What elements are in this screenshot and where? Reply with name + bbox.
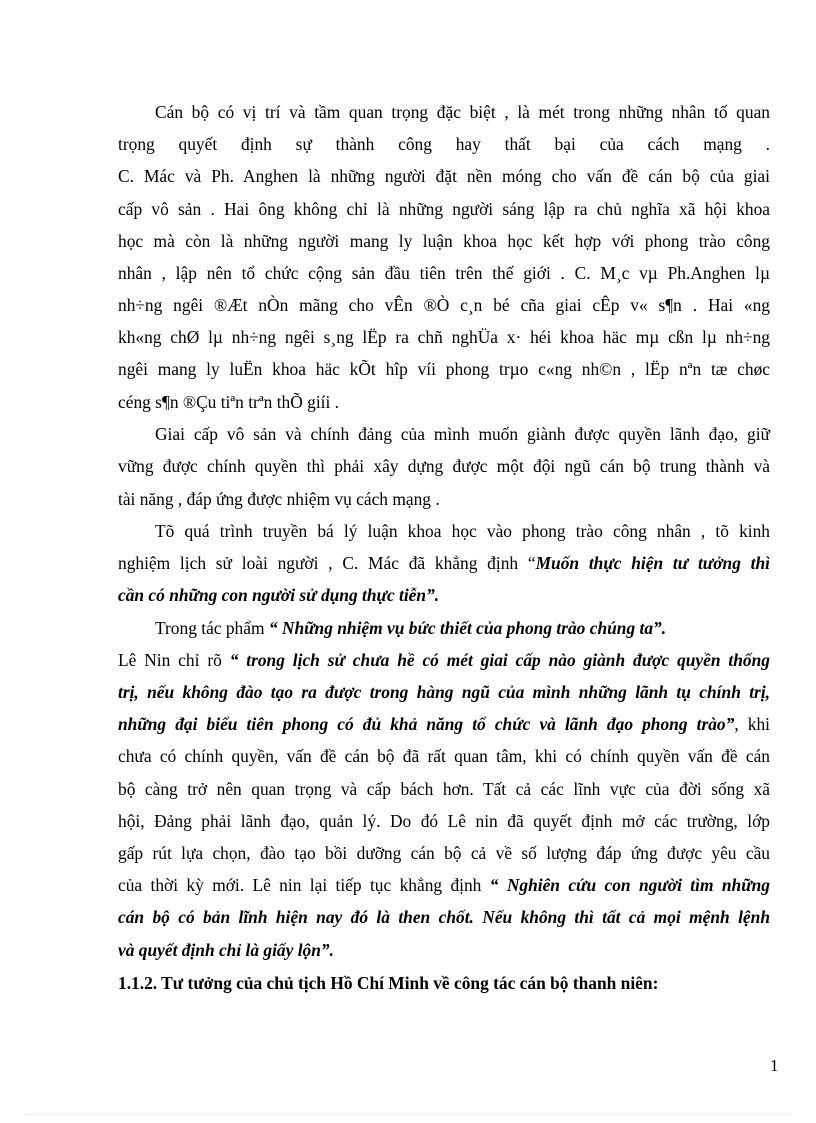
body-line — [118, 810, 770, 832]
body-text: trọng quyết định sự thành công hay thất bại của cách mạng . — [118, 134, 770, 154]
body-line — [118, 294, 770, 316]
body-line — [118, 198, 770, 220]
body-text: gấp rút lựa chọn, đào tạo bồi dưỡng cán bộ cả về số lượng đáp ứng được yêu cầu — [118, 843, 770, 863]
body-text: tài năng , đáp ứng được nhiệm vụ cách mạng . — [118, 489, 440, 509]
body-line — [118, 681, 770, 703]
emphasis-text: “ trong lịch sử chưa hề có mét giai cấp nào giành được quyền thống — [229, 650, 770, 670]
body-text: C. Mác và Ph. Anghen là những người đặt nền móng cho vấn đề cán bộ của giai — [118, 166, 770, 186]
body-text: nh÷ng ngêi ®Æt nÒn mãng cho vÊn ®Ò c¸n bé cña giai cÊp v« s¶n . Hai «ng — [118, 295, 770, 315]
body-text: nhân , lập nên tổ chức cộng sản đầu tiên trên thế giới . C. M¸c vµ Ph.Anghen lµ — [118, 263, 770, 283]
body-text: , khi — [734, 714, 770, 734]
body-text: kh«ng chØ lµ nh÷ng ngêi s¸ng lËp ra chñ nghÜa x· héi khoa häc mµ cßn lµ nh÷ng — [118, 327, 770, 347]
body-line — [118, 488, 770, 510]
body-text: hội, Đảng phải lãnh đạo, quản lý. Do đó Lê nin đã quyết định mở các trường, lớp — [118, 811, 770, 831]
emphasis-text: cần có những con người sử dụng thực tiễn”. — [118, 585, 440, 605]
body-text: nghiệm lịch sử loài người , C. Mác đã khẳng định “ — [118, 553, 536, 573]
body-text: Giai cấp vô sản và chính đảng của mình muốn giành được quyền lãnh đạo, giữ — [155, 424, 770, 444]
body-text: Cán bộ có vị trí và tầm quan trọng đặc biệt , là mét trong những nhân tố quan — [155, 102, 770, 122]
body-line — [118, 649, 770, 671]
body-line — [155, 423, 770, 445]
section-heading: 1.1.2. Tư tưởng của chủ tịch Hồ Chí Minh về công tác cán bộ thanh niên: — [118, 973, 659, 993]
emphasis-text: cán bộ có bản lĩnh hiện nay đó là then chốt. Nếu không thì tất cả mọi mệnh lệnh — [118, 907, 770, 927]
body-line — [118, 133, 770, 155]
body-line — [118, 778, 770, 800]
body-line — [118, 713, 770, 735]
body-line — [118, 906, 770, 928]
page-bottom-rule — [25, 1114, 791, 1115]
body-text: học mà còn là những người mang ly luận khoa học kết hợp với phong trào công — [118, 231, 770, 251]
body-line — [118, 455, 770, 477]
body-line — [155, 520, 770, 542]
body-text: Tõ quá trình truyền bá lý luận khoa học vào phong trào công nhân , tõ kinh — [155, 521, 770, 541]
body-text: chưa có chính quyền, vấn đề cán bộ đã rất quan tâm, khi có chính quyền vấn đề cán — [118, 746, 770, 766]
body-line — [118, 262, 770, 284]
body-line — [118, 326, 770, 348]
body-text: bộ càng trở nên quan trọng và cấp bách hơn. Tất cả các lĩnh vực của đời sống xã — [118, 779, 770, 799]
body-line — [155, 101, 770, 123]
emphasis-text: Muốn thực hiện tư tưởng thì — [535, 553, 770, 573]
emphasis-text: và quyết định chỉ là giấy lộn”. — [118, 940, 334, 960]
body-line — [118, 842, 770, 864]
page-number: 1 — [770, 1056, 779, 1075]
body-text: céng s¶n ®Çu tiªn trªn thÕ giíi . — [118, 392, 340, 412]
emphasis-text: “ Những nhiệm vụ bức thiết của phong trào chúng ta”. — [268, 618, 667, 638]
body-text: Trong tác phẩm — [155, 618, 269, 638]
body-line — [118, 939, 770, 961]
body-text: vững được chính quyền thì phải xây dựng được một đội ngũ cán bộ trung thành và — [118, 456, 770, 476]
body-text: ngêi mang ly luËn khoa häc kÕt hîp víi phong trµo c«ng nh©n , lËp nªn tæ chøc — [118, 359, 770, 379]
body-line — [118, 552, 770, 574]
body-line — [118, 584, 770, 606]
emphasis-text: “ Nghiên cứu con người tìm những — [489, 875, 770, 895]
body-line — [118, 745, 770, 767]
body-line — [118, 358, 770, 380]
body-text: của thời kỳ mới. Lê nin lại tiếp tục khẳng định — [118, 875, 490, 895]
body-line — [118, 874, 770, 896]
body-line — [155, 617, 770, 639]
body-line — [118, 165, 770, 187]
body-text: Lê Nin chỉ rõ — [118, 650, 230, 670]
emphasis-text: trị, nếu không đào tạo ra được trong hàng ngũ của mình những lãnh tụ chính trị, — [118, 682, 770, 702]
body-line — [118, 391, 770, 413]
body-text: cấp vô sản . Hai ông không chỉ là những người sáng lập ra chủ nghĩa xã hội khoa — [118, 199, 770, 219]
emphasis-text: những đại biểu tiên phong có đủ khả năng tổ chức và lãnh đạo phong trào” — [118, 714, 735, 734]
body-line — [118, 230, 770, 252]
